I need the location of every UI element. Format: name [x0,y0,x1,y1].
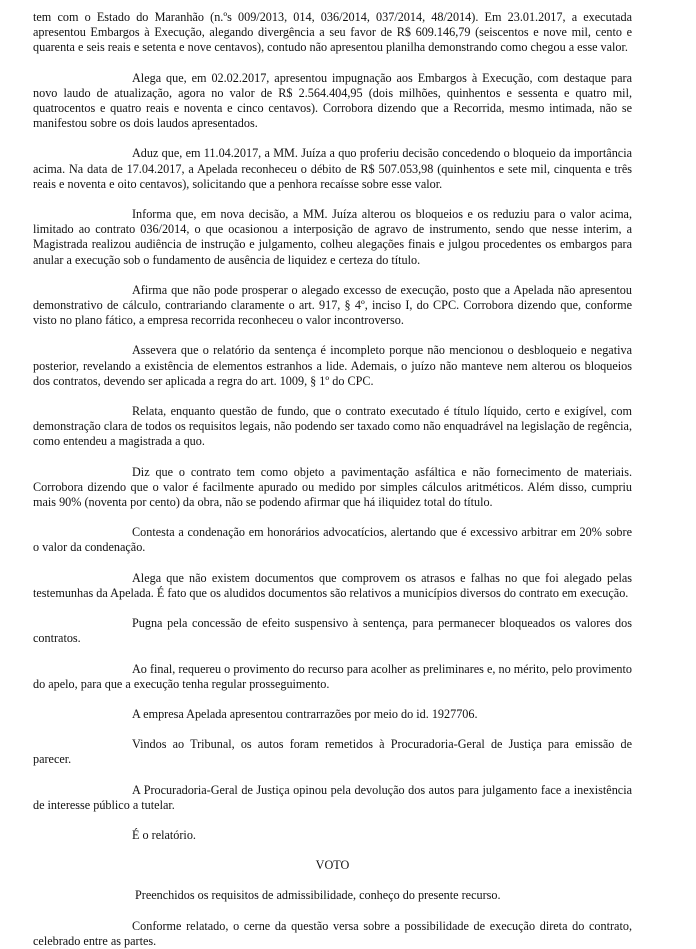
paragraph-titulo-liquido: Relata, enquanto questão de fundo, que o contrato executado é título líquido, certo e exigível, com demonstração clara de todos os requisitos legais, não podendo ser taxado como não enquadrável na legislação de regência, como entendeu a magistrada a quo. [33,404,632,449]
paragraph-relatorio-incompleto: Assevera que o relatório da sentença é incompleto porque não mencionou o desbloqueio e negativa posterior, revelando a existência de elementos estranhos a lide. Ademais, o juízo não manteve nem alterou os bloqueios dos contratos, devendo ser aplicada a regra do art. 1009, § 1º do CPC. [33,343,632,388]
paragraph-procuradoria-parecer: A Procuradoria-Geral de Justiça opinou pela devolução dos autos para julgamento face a inexistência de interesse público a tutelar. [33,782,632,812]
paragraph-documentos: Alega que não existem documentos que comprovem os atrasos e falhas no que foi alegado pelas testemunhas da Apelada. É fato que os aludidos documentos são relativos a municípios diversos do contrato em execução. [33,570,632,600]
paragraph-continuation: tem com o Estado do Maranhão (n.ºs 009/2013, 014, 036/2014, 037/2014, 48/2014). Em 23.01.2017, a executada apresentou Embargos à Execução, alegando divergência a seu favor de R$ 609.146,79 (seiscentos e nove mil, cento e quarenta e seis reais e setenta e nove centavos), contudo não apresentou planilha demonstrando como chegou a esse valor. [33,10,632,55]
paragraph-objeto-contrato: Diz que o contrato tem como objeto a pavimentação asfáltica e não fornecimento de materiais. Corrobora dizendo que o valor é facilmente apurado ou medido por simples cálculos aritméticos. Além disso, cumpriu mais 90% (noventa por cento) da obra, não se podendo afirmar que há iliquidez total do título. [33,464,632,510]
paragraph-excesso-execucao: Afirma que não pode prosperar o alegado excesso de execução, posto que a Apelada não apresentou demonstrativo de cálculo, contrariando claramente o art. 917, § 4º, inciso I, do CPC. Corrobora dizendo que, conforme visto no plano fático, a empresa recorrida reconheceu o valor incontroverso. [33,282,632,328]
paragraph-procuradoria-remessa: Vindos ao Tribunal, os autos foram remetidos à Procuradoria-Geral de Justiça para emissão de parecer. [33,737,632,767]
paragraph-contrarrazoes: A empresa Apelada apresentou contrarrazões por meio do id. 1927706. [132,706,478,721]
paragraph-impugnacao: Alega que, em 02.02.2017, apresentou impugnação aos Embargos à Execução, com destaque para novo laudo de atualização, agora no valor de R$ 2.564.404,95 (dois milhões, quinhentos e sessenta e quatro mil, quatrocentos e quatro reais e noventa e cinco centavos). Corrobora dizendo que a Recorrida, mesmo intimada, não se manifestou sobre os dois laudos apresentados. [33,70,632,131]
paragraph-admissibilidade: Preenchidos os requisitos de admissibilidade, conheço do presente recurso. [135,888,501,903]
section-heading-voto: VOTO [315,858,350,873]
paragraph-bloqueio: Aduz que, em 11.04.2017, a MM. Juíza a quo proferiu decisão concedendo o bloqueio da importância acima. Na data de 17.04.2017, a Apelada reconheceu o débito de R$ 507.053,98 (quinhentos e sete mil, cinquenta e três reais e noventa e oito centavos), solicitando que a penhora recaísse sobre esse valor. [33,146,632,191]
paragraph-honorarios: Contesta a condenação em honorários advocatícios, alertando que é excessivo arbitrar em 20% sobre o valor da condenação. [33,525,632,555]
paragraph-efeito-suspensivo: Pugna pela concessão de efeito suspensivo à sentença, para permanecer bloqueados os valores dos contratos. [33,616,632,646]
paragraph-nova-decisao: Informa que, em nova decisão, a MM. Juíza alterou os bloqueios e os reduziu para o valor acima, limitado ao contrato 036/2014, o que ocasionou a interposição de agravo de instrumento, sendo que nesse interim, a Magistrada realizou audiência de instrução e julgamento, colheu alegações finais e julgou procedentes os embargos para anular a execução sob o fundamento de ausência de liquidez e certeza do título. [33,207,632,267]
paragraph-cerne-questao: Conforme relatado, o cerne da questão versa sobre a possibilidade de execução direta do contrato, celebrado entre as partes. [33,918,632,948]
paragraph-pedido-final: Ao final, requereu o provimento do recurso para acolher as preliminares e, no mérito, pelo provimento do apelo, para que a execução tenha regular prosseguimento. [33,661,632,691]
paragraph-relatorio-fim: É o relatório. [132,827,196,842]
